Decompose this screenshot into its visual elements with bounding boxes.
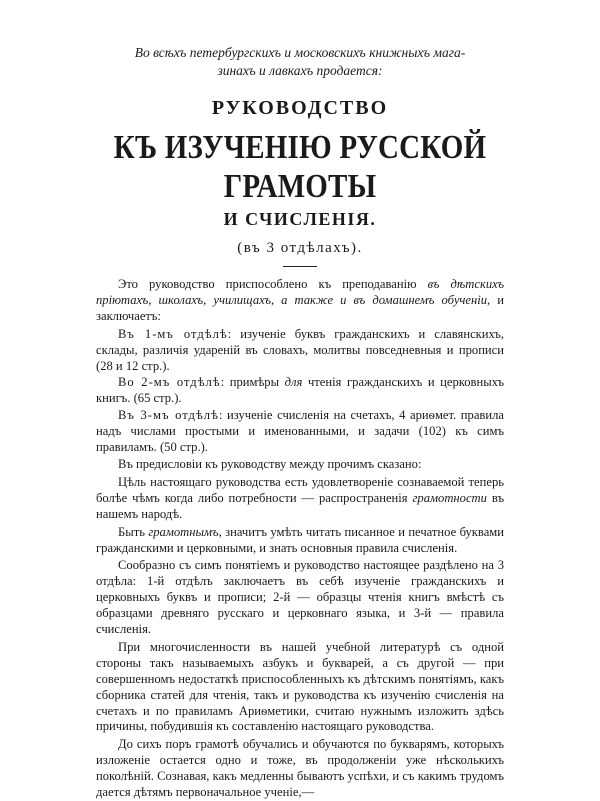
header-line-2: зинахъ и лавкахъ продается: bbox=[217, 63, 383, 78]
paragraph-purpose bbox=[96, 475, 504, 523]
paragraph-text: Это руководство приспособлено къ преподаванію bbox=[118, 277, 428, 291]
paragraph-preface-intro: Въ предисловіи къ руководству между прочимъ сказано: bbox=[118, 456, 422, 471]
paragraph-emphasis: въ дѣтскихъ пріютахъ, школахъ, училищахъ, а также и въ домашнемъ обученіи bbox=[96, 277, 504, 307]
body-text bbox=[96, 277, 504, 801]
paragraph-text: Цѣль настоящаго руководства есть удовлетвореніе сознаваемой теперь болѣе чѣмъ когда либо потребности — распространенія bbox=[96, 474, 504, 505]
section-label: Въ 3-мъ отдѣлѣ bbox=[118, 408, 219, 423]
paragraph-section-2 bbox=[96, 375, 504, 407]
paragraph-section-3 bbox=[96, 408, 504, 456]
paragraph-reasons: При многочисленности въ нашей учебной литературѣ съ одной стороны такъ называемыхъ азбукъ и букварей, а съ другой — при совершенномъ недостаткѣ приспособленныхъ къ дѣтскимъ понятіямъ, какъ сборника статей для чтенія, такъ и руководства къ изученію счисленія на счетахъ и по правиламъ Ариѳметики, считаю нужнымъ изложить здѣсь причины, побудившія къ составленію настоящаго руководства. bbox=[96, 639, 504, 734]
title-line-1: РУКОВОДСТВО bbox=[211, 97, 389, 119]
paragraph-intro bbox=[96, 277, 504, 325]
section-label: Въ 1-мъ отдѣлѣ bbox=[118, 326, 228, 341]
paragraph-text: въ нашемъ народѣ. bbox=[96, 490, 505, 521]
paragraph-section-1 bbox=[96, 327, 504, 375]
section-divider bbox=[283, 266, 317, 267]
section-label: Во 2-мъ отдѣлѣ bbox=[118, 375, 221, 390]
paragraph-text: , значитъ умѣть читать писанное и печатное буквами гражданскими и церковными, и знать основныя правила счисленія. bbox=[96, 524, 504, 555]
paragraph-text: Быть bbox=[118, 524, 149, 539]
paragraph-emphasis: для bbox=[284, 375, 303, 390]
paragraph-emphasis: грамотности bbox=[412, 490, 487, 505]
paragraph-text: : изученіе буквъ гражданскихъ и славянскихъ, склады, различія удареній въ словахъ, молитвы повседневныя и прописи (28 и 12 стр.). bbox=[96, 326, 504, 373]
title-line-3: И СЧИСЛЕНІЯ. bbox=[223, 209, 377, 229]
title-line-2: КЪ ИЗУЧЕНІЮ РУССКОЙ ГРАМОТЫ bbox=[113, 129, 487, 206]
paragraph-text: : примѣры bbox=[220, 375, 285, 390]
paragraph-emphasis: грамотнымъ bbox=[148, 524, 219, 539]
paragraph-history: До сихъ поръ грамотѣ обучались и обучаются по букварямъ, которыхъ изложеніе остается одно и тоже, въ продолженіи уже нѣсколькихъ поколѣній. Сознавая, какъ медленны бываютъ успѣхи, и съ какимъ трудомъ дается дѣтямъ первоначальное ученіе,— bbox=[96, 737, 504, 800]
paragraph-text: , и заключаетъ: bbox=[96, 292, 504, 323]
paragraph-structure: Сообразно съ симъ понятіемъ и руководство настоящее раздѣлено на 3 отдѣла: 1-й отдѣлъ заключаетъ въ себѣ изученіе гражданскихъ и церковныхъ буквъ и прописи; 2-й — образцы чтенія книгъ вмѣстѣ съ образцами древняго русскаго и церковнаго языка, и 3-й — правила счисленія. bbox=[96, 558, 504, 637]
paragraph-definition bbox=[96, 525, 504, 557]
paragraph-text: чтенія гражданскихъ и церковныхъ книгъ. (65 стр.). bbox=[96, 375, 505, 406]
header-line-1: Во всѣхъ петербургскихъ и московскихъ книжныхъ мага- bbox=[134, 45, 466, 60]
title-line-4: (въ 3 отдѣлахъ). bbox=[237, 240, 363, 256]
paragraph-text: : изученіе счисленія на счетахъ, 4 ариѳмет. правила надъ числами простыми и именованными, и задачи (102) къ симъ правиламъ. (50 стр.). bbox=[96, 408, 504, 455]
